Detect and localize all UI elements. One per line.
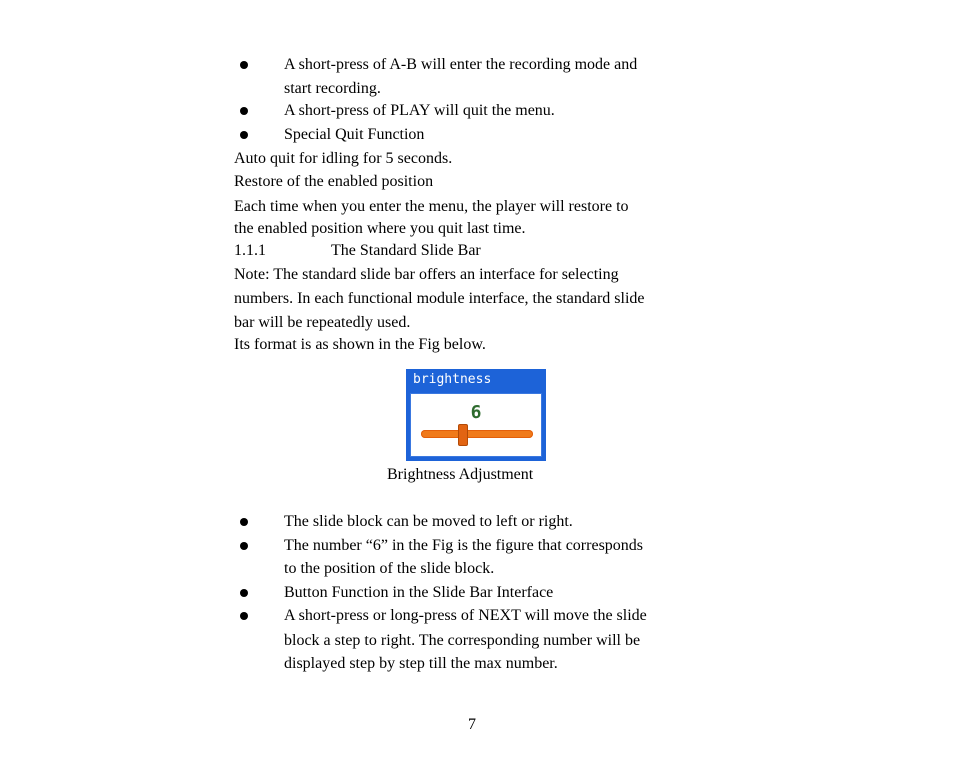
bullet-text: displayed step by step till the max number. (284, 655, 558, 672)
bullet-text: block a step to right. The corresponding number will be (284, 632, 641, 649)
restore-body: Each time when you enter the menu, the player will restore to (234, 198, 629, 215)
bullet-icon (240, 61, 248, 69)
restore-title: Restore of the enabled position (234, 173, 434, 190)
figure-panel (410, 393, 542, 457)
brightness-figure (406, 369, 546, 461)
bullet-icon (240, 589, 248, 597)
figure-caption: Brightness Adjustment (387, 466, 534, 483)
bullet-text: Button Function in the Slide Bar Interface (284, 584, 554, 601)
bullet-text: to the position of the slide block. (284, 560, 495, 577)
bullet-text: start recording. (284, 80, 381, 97)
bullet-icon (240, 612, 248, 620)
page-number: 7 (468, 716, 476, 733)
bullet-icon (240, 518, 248, 526)
auto-quit-text: Auto quit for idling for 5 seconds. (234, 150, 453, 167)
bullet-text: The slide block can be moved to left or right. (284, 513, 573, 530)
figure-title: brightness (413, 372, 492, 387)
note-text: Note: The standard slide bar offers an interface for selecting (234, 266, 619, 283)
slider-track[interactable] (421, 430, 533, 438)
bullet-icon (240, 542, 248, 550)
bullet-text: A short-press of PLAY will quit the menu. (284, 102, 555, 119)
bullet-text: A short-press of A-B will enter the recording mode and (284, 56, 638, 73)
note-text: numbers. In each functional module interface, the standard slide (234, 290, 645, 307)
section-title: The Standard Slide Bar (331, 242, 481, 259)
slider-thumb[interactable] (458, 424, 468, 446)
bullet-icon (240, 131, 248, 139)
bullet-text: The number “6” in the Fig is the figure that corresponds (284, 537, 644, 554)
note-text: bar will be repeatedly used. (234, 314, 411, 331)
restore-body: the enabled position where you quit last time. (234, 220, 526, 237)
section-number: 1.1.1 (234, 242, 266, 259)
bullet-text: Special Quit Function (284, 126, 425, 143)
bullet-text: A short-press or long-press of NEXT will move the slide (284, 607, 647, 624)
brightness-value: 6 (470, 402, 482, 423)
format-text: Its format is as shown in the Fig below. (234, 336, 486, 353)
bullet-icon (240, 107, 248, 115)
